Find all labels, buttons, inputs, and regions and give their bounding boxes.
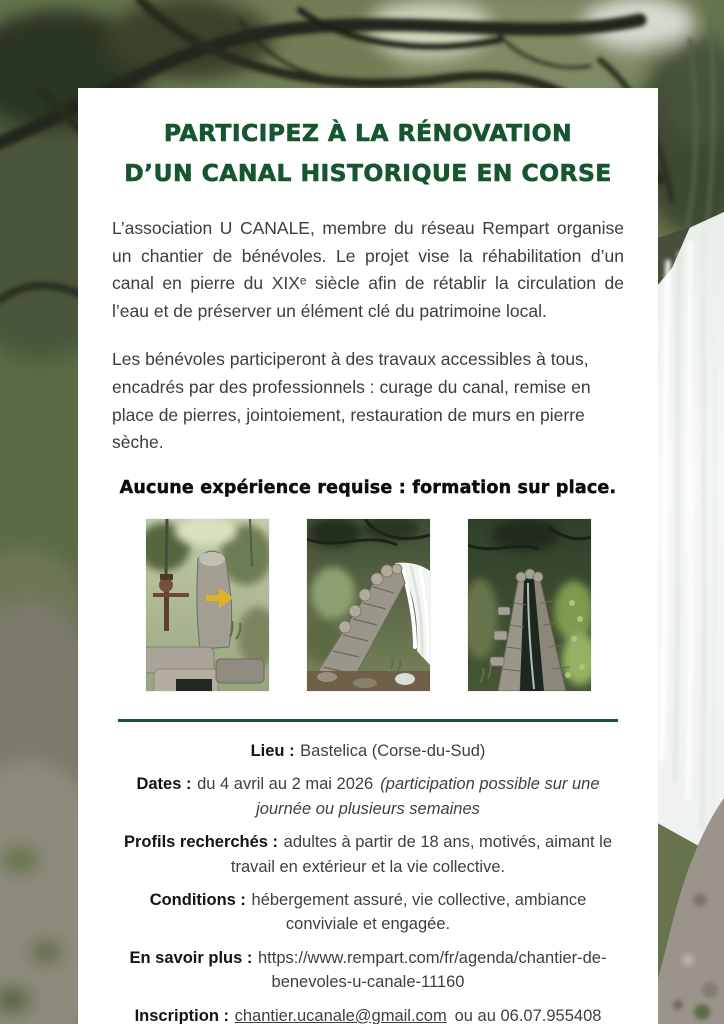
photo-canal-steps-waterfall [307, 519, 430, 691]
inscription-email-link[interactable]: chantier.ucanale@gmail.com [234, 1006, 447, 1024]
detail-dates-value: du 4 avril au 2 mai 2026 [197, 775, 374, 794]
detail-lieu-label: Lieu : [250, 742, 295, 760]
detail-conditions-value: hébergement assuré, vie collective, ambiance conviviale et engagée. [251, 891, 587, 934]
photo-strip [110, 519, 626, 691]
flyer-title-line1: PARTICIPEZ À LA RÉNOVATION [163, 119, 573, 147]
detail-profils-value: adultes à partir de 18 ans, motivés, aimant le travail en extérieur et la vie collective. [230, 833, 613, 876]
intro-paragraph: L’association U CANALE, membre du réseau Rempart organise un chantier de bénévoles. Le projet vise la réhabilitation d’un canal en pierre du XIXᵉ siècle afin de rétablir la circulation de l’eau et de préserver un élément clé du patrimoine local. [112, 217, 624, 321]
detail-inscription [112, 1004, 624, 1024]
details-block [112, 739, 624, 1024]
green-divider-rule [118, 719, 618, 722]
photo-canal-water-channel [468, 519, 591, 691]
flyer-card [78, 88, 658, 1024]
photo-stone-marker-yellow-arrow [146, 519, 269, 691]
detail-lieu-value: Bastelica (Corse-du-Sud) [300, 742, 486, 760]
detail-inscription-phone: ou au 06.07.955408 [454, 1006, 602, 1024]
detail-profils [112, 830, 624, 879]
detail-conditions [112, 888, 624, 937]
detail-profils-label: Profils recherchés : [123, 833, 279, 852]
works-paragraph: Les bénévoles participeront à des travaux accessibles à tous, encadrés par des professionnels : curage du canal, remise en place de pierres, jointoiement, restauration de murs en pierre sèche. [112, 349, 591, 453]
detail-lieu [112, 739, 624, 763]
detail-dates-note: (participation possible sur une journée ou plusieurs semaines [256, 775, 600, 818]
detail-conditions-label: Conditions : [149, 891, 246, 910]
detail-savoir-label: En savoir plus : [129, 948, 253, 967]
flyer-title-line2: D’UN CANAL HISTORIQUE EN CORSE [124, 158, 612, 187]
detail-en-savoir-plus [112, 946, 624, 995]
detail-savoir-url: https://www.rempart.com/fr/agenda/chantier-de-benevoles-u-canale-11160 [258, 948, 607, 992]
detail-inscription-label: Inscription : [134, 1006, 229, 1024]
detail-dates-label: Dates : [136, 775, 192, 794]
flyer-title [110, 114, 626, 194]
detail-dates [112, 772, 624, 821]
no-experience-highlight: Aucune expérience requise : formation sur place. [119, 478, 617, 498]
